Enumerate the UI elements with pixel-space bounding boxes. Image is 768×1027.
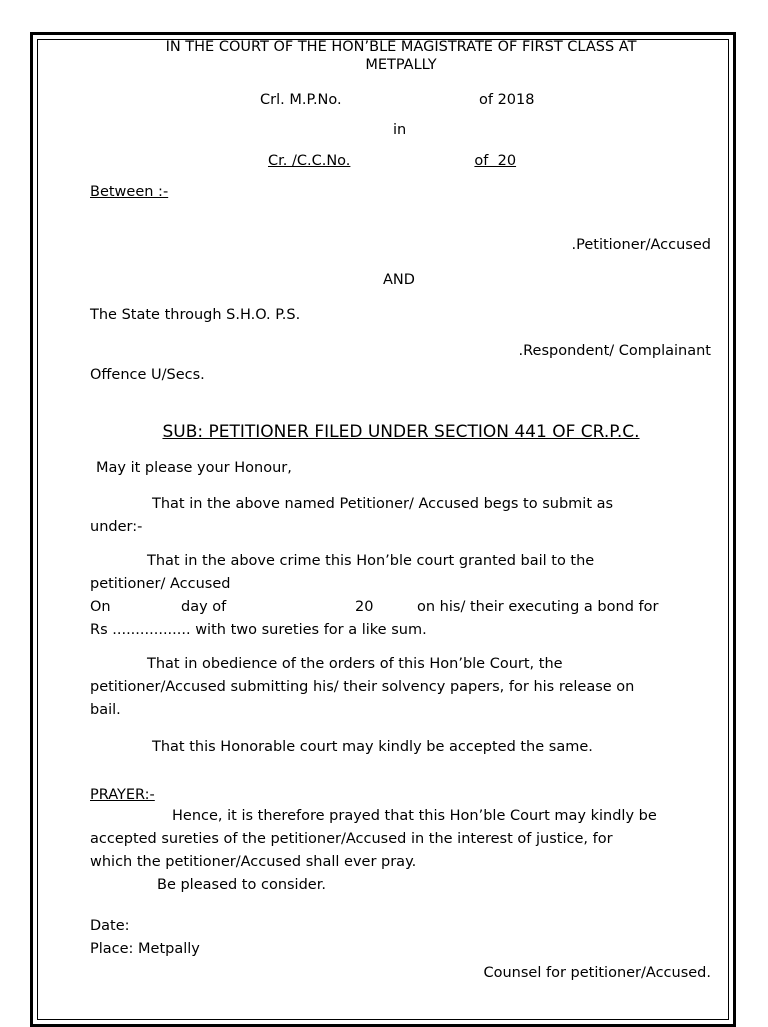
para3-line1: That in obedience of the orders of this Hon’ble Court, the [147,656,563,672]
between-label: Between :- [90,184,169,200]
year-20-word: 20 [355,599,374,615]
crl-mp-year: of 2018 [479,92,535,108]
in-word: in [393,122,407,138]
state-line: The State through S.H.O. P.S. [90,307,301,323]
salutation: May it please your Honour, [96,460,292,476]
court-title-line1: IN THE COURT OF THE HON’BLE MAGISTRATE OF FIRST CLASS AT [165,39,637,55]
court-title-line2: METPALLY [365,57,437,73]
subject-heading: SUB: PETITIONER FILED UNDER SECTION 441 OF CR.P.C. [162,422,640,442]
prayer-heading: PRAYER:- [90,787,155,803]
prayer-line4: Be pleased to consider. [157,877,326,893]
respondent-label: .Respondent/ Complainant [518,343,711,359]
para2-line4: Rs ................. with two sureties for a like sum. [90,622,427,638]
crl-mp-label: Crl. M.P.No. [260,92,342,108]
para1-line1: That in the above named Petitioner/ Accused begs to submit as [152,496,614,512]
cc-year: of 20 [474,153,517,169]
para1-line2: under:- [90,519,143,535]
day-of-word: day of [181,599,227,615]
bond-text: on his/ their executing a bond for [417,599,659,615]
and-label: AND [383,272,415,288]
petitioner-label: .Petitioner/Accused [571,237,711,253]
para2-line1: That in the above crime this Hon’ble court granted bail to the [147,553,595,569]
counsel-signature-label: Counsel for petitioner/Accused. [483,965,711,981]
cc-label: Cr. /C.C.No. [268,153,351,169]
prayer-line2: accepted sureties of the petitioner/Accused in the interest of justice, for [90,831,613,847]
date-field: Date: [90,918,130,934]
para3-line3: bail. [90,702,121,718]
para3-line2: petitioner/Accused submitting his/ their solvency papers, for his release on [90,679,635,695]
on-word: On [90,599,111,615]
place-field: Place: Metpally [90,941,200,957]
prayer-line3: which the petitioner/Accused shall ever pray. [90,854,417,870]
para4: That this Honorable court may kindly be accepted the same. [152,739,593,755]
prayer-line1: Hence, it is therefore prayed that this Hon’ble Court may kindly be [172,808,657,824]
para2-line3 [90,596,712,619]
cc-number-line [268,152,606,170]
para2-line2: petitioner/ Accused [90,576,231,592]
offence-line: Offence U/Secs. [90,367,205,383]
